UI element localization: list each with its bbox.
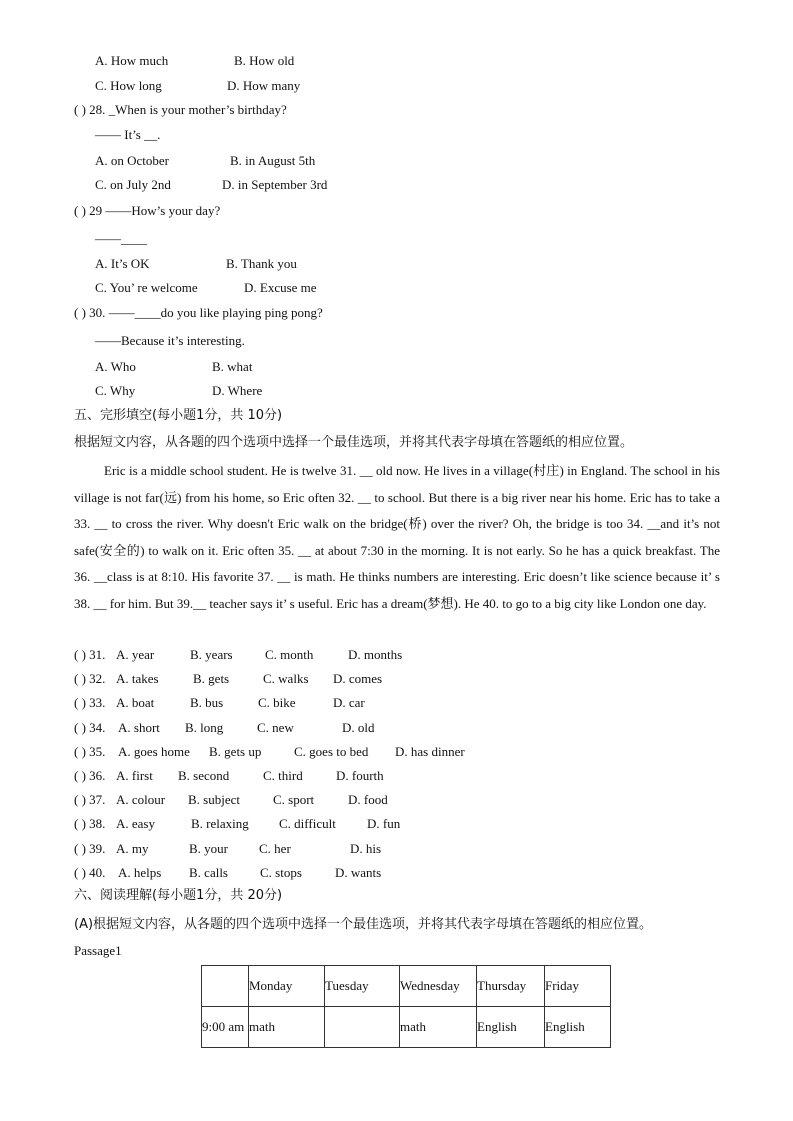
schedule-cell: English xyxy=(545,1007,611,1048)
cloze-option: B. long xyxy=(185,719,224,735)
cloze-option: D. car xyxy=(333,695,365,711)
q29-stem: ( ) 29 ——How’s your day? xyxy=(74,203,221,218)
cloze-option: B. bus xyxy=(190,695,224,711)
cloze-option: A. colour xyxy=(116,792,166,808)
cloze-passage-text: Eric is a middle school student. He is twelve 31. __ old now. He lives in a village(村庄) in England. The school in his village is not far(远) from his home, so Eric often 32. __ to school. But there is a big river near his home. Eric has to take a 33. __ to cross the river. Why doesn't Eric walk on the bridge(桥) over the river? Oh, the bridge is too 34. __and it’s not safe(安全的) to walk on it. Eric often 35. __ at about 7:30 in the morning. It is not early. So he has a quick breakfast. The 36. __class is at 8:10. His favorite 37. __ is math. He thinks numbers are interesting. Eric doesn’t like science because it’ s 38. __ for him. But 39.__ teacher says it’ s useful. Eric has a dream(梦想). He 40. to go to a big city like London one day. xyxy=(74,463,720,611)
cloze-option: B. your xyxy=(189,840,228,856)
cloze-option: D. his xyxy=(350,840,382,856)
q28-option-b: B. in August 5th xyxy=(230,153,316,168)
q29-option-b: B. Thank you xyxy=(226,256,297,271)
schedule-time-cell: 9:00 am xyxy=(202,1007,249,1048)
cloze-option: A. short xyxy=(118,719,160,735)
cloze-option: C. new xyxy=(257,719,294,735)
cloze-question-number: ( ) 32. xyxy=(74,671,106,687)
cloze-option: A. boat xyxy=(116,695,155,711)
cloze-option: A. easy xyxy=(116,816,155,832)
cloze-option: D. fun xyxy=(367,816,401,832)
cloze-option: B. relaxing xyxy=(191,816,249,832)
cloze-option: A. takes xyxy=(116,671,159,687)
schedule-header-cell: Monday xyxy=(249,966,325,1007)
schedule-cell xyxy=(325,1007,400,1048)
cloze-option: D. old xyxy=(342,719,375,735)
schedule-table xyxy=(201,965,611,1048)
cloze-question-number: ( ) 34. xyxy=(74,719,106,735)
cloze-question-number: ( ) 39. xyxy=(74,840,106,856)
cloze-option: C. difficult xyxy=(279,816,336,832)
section5-title: 五、完形填空(每小题1分，共 10分) xyxy=(74,408,283,423)
schedule-header-cell: Friday xyxy=(545,966,611,1007)
cloze-option: D. has dinner xyxy=(395,743,465,759)
schedule-cell: math xyxy=(400,1007,477,1048)
cloze-option: D. wants xyxy=(335,864,382,880)
cloze-option: C. goes to bed xyxy=(294,743,369,759)
section6-instruction: (A)根据短文内容，从各题的四个选项中选择一个最佳选项，并将其代表字母填在答题纸的相应位置。 xyxy=(74,917,653,932)
q30-option-d: D. Where xyxy=(212,383,263,398)
cloze-option: B. years xyxy=(190,647,233,662)
cloze-option: C. bike xyxy=(258,695,296,711)
cloze-option: D. months xyxy=(348,647,403,662)
passage-label: Passage1 xyxy=(74,943,122,958)
cloze-option: A. goes home xyxy=(118,743,190,759)
q29-reply: ——____ xyxy=(95,231,147,246)
cloze-option: B. second xyxy=(178,768,230,783)
cloze-question-number: ( ) 35. xyxy=(74,743,106,759)
cloze-option: A. helps xyxy=(118,864,162,880)
schedule-cell: English xyxy=(477,1007,545,1048)
schedule-header-cell: Thursday xyxy=(477,966,545,1007)
q30-stem: ( ) 30. ——____do you like playing ping pong? xyxy=(74,305,323,320)
schedule-header-cell: Wednesday xyxy=(400,966,477,1007)
section5-instruction: 根据短文内容，从各题的四个选项中选择一个最佳选项，并将其代表字母填在答题纸的相应位置。 xyxy=(74,435,634,450)
q29-option-c: C. You’ re welcome xyxy=(95,280,198,295)
schedule-header-row xyxy=(202,966,611,1007)
cloze-option: A. first xyxy=(116,768,153,783)
cloze-option: C. sport xyxy=(273,792,315,808)
cloze-option: C. stops xyxy=(260,864,302,880)
cloze-option: B. gets up xyxy=(209,743,262,759)
q30-option-b: B. what xyxy=(212,359,253,374)
schedule-cell: math xyxy=(249,1007,325,1048)
cloze-question-number: ( ) 33. xyxy=(74,695,106,711)
q28-stem: ( ) 28. _When is your mother’s birthday? xyxy=(74,102,287,117)
cloze-option: A. my xyxy=(116,840,149,856)
cloze-question-number: ( ) 31. xyxy=(74,647,106,662)
cloze-option: D. comes xyxy=(333,671,383,687)
q28-reply: —— It’s __. xyxy=(95,127,161,142)
cloze-question-number: ( ) 36. xyxy=(74,768,106,783)
q28-option-a: A. on October xyxy=(95,153,170,168)
schedule-row xyxy=(202,1007,611,1048)
schedule-header-cell xyxy=(202,966,249,1007)
schedule-header-cell: Tuesday xyxy=(325,966,400,1007)
q28-option-d: D. in September 3rd xyxy=(222,177,328,192)
cloze-option: B. calls xyxy=(189,864,228,880)
q27-option-d: D. How many xyxy=(227,78,301,93)
cloze-passage xyxy=(74,458,720,618)
q27-option-a: A. How much xyxy=(95,53,169,68)
q27-option-b: B. How old xyxy=(234,53,295,68)
section6-title: 六、阅读理解(每小题1分，共 20分) xyxy=(74,888,283,903)
cloze-option: A. year xyxy=(116,647,155,662)
q28-option-c: C. on July 2nd xyxy=(95,177,171,192)
cloze-option: D. food xyxy=(348,792,388,808)
cloze-question-number: ( ) 40. xyxy=(74,864,106,880)
cloze-question-number: ( ) 37. xyxy=(74,792,106,808)
cloze-option: C. her xyxy=(259,840,291,856)
q29-option-a: A. It’s OK xyxy=(95,256,150,271)
q27-option-c: C. How long xyxy=(95,78,162,93)
q30-option-c: C. Why xyxy=(95,383,136,398)
cloze-option: B. subject xyxy=(188,792,240,808)
q30-reply: ——Because it’s interesting. xyxy=(95,333,245,348)
cloze-option: C. third xyxy=(263,768,303,783)
cloze-option: C. month xyxy=(265,647,314,662)
q30-option-a: A. Who xyxy=(95,359,136,374)
cloze-question-number: ( ) 38. xyxy=(74,816,106,832)
cloze-option: D. fourth xyxy=(336,768,384,783)
q29-option-d: D. Excuse me xyxy=(244,280,317,295)
cloze-option: B. gets xyxy=(193,671,230,687)
cloze-option: C. walks xyxy=(263,671,309,687)
